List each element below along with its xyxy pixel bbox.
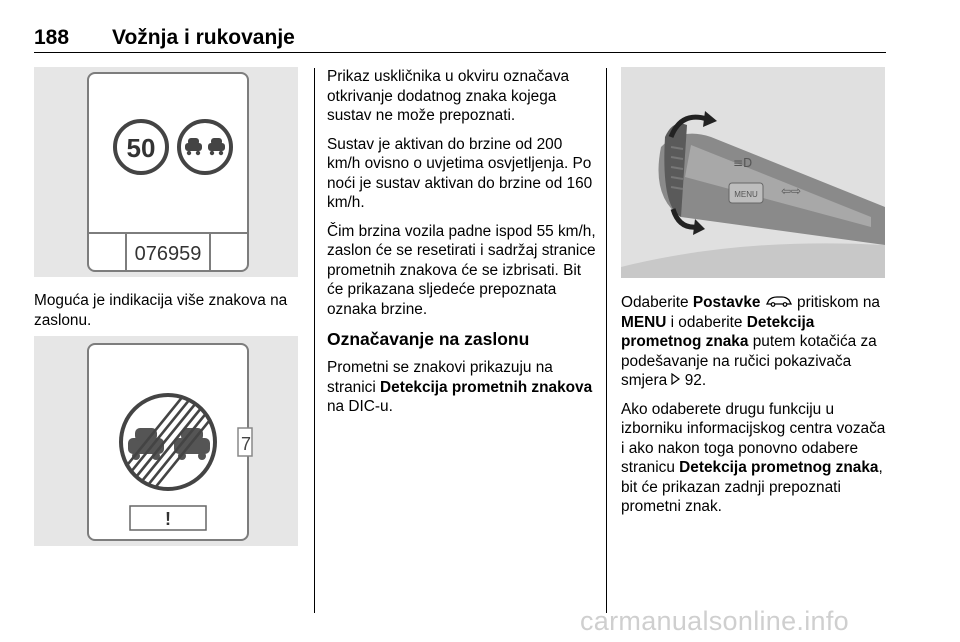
col2-paragraph-1: Prikaz uskličnika u okviru označava otkrivanje dodatnog znaka kojega sustav ne može prepoznati. (327, 68, 570, 124)
figure-traffic-signs-display (34, 67, 298, 277)
dic-display-illustration (34, 67, 298, 277)
side-sign-label: 7 (240, 434, 252, 454)
col2-paragraph-3: Čim brzina vozila padne ispod 55 km/h, zaslon će se resetirati i sadržaj stranice prometnih znakova će se izbrisati. Bit će prikazana sljedeće prepoznata oznaka brzine. (327, 222, 596, 318)
col3-p1-menu: MENU (621, 313, 667, 331)
svg-text:⇦⇨: ⇦⇨ (781, 184, 802, 198)
figure-multiple-signs (34, 336, 298, 546)
page-header (34, 24, 886, 53)
col3-p1-c: pritiskom na (792, 294, 880, 311)
end-of-no-overtaking-illustration (34, 336, 298, 546)
col2-p4-text-a: Prometni se znakovi prikazuju na stranici (327, 359, 553, 396)
col3-text (621, 293, 891, 526)
col1-paragraph: Moguća je indikacija više znakova na zaslonu. (34, 292, 288, 329)
col3-p1-page-ref: 92. (680, 372, 707, 390)
car-icon (765, 293, 793, 313)
col3-paragraph-1 (621, 293, 891, 391)
col3-p1-a: Odaberite (621, 294, 693, 311)
page-number: 188 (34, 26, 70, 49)
sign-code: 076959 (134, 243, 202, 265)
watermark: carmanualsonline.info (580, 606, 849, 636)
column-divider-2 (606, 68, 607, 613)
col1-text (34, 291, 302, 339)
col3-p1-settings: Postavke (692, 294, 761, 311)
col2-p4-text-b: na DIC-u. (327, 398, 393, 415)
turn-signal-lever-illustration (621, 67, 885, 278)
col3-p1-e: i odaberite (666, 313, 747, 331)
column-divider-1 (314, 68, 315, 613)
col3-p1-g: putem kotačića za podešavanje na ručici pokazivača smjera (621, 333, 877, 390)
section-heading: Označavanje na zaslonu (327, 329, 530, 349)
col3-paragraph-2 (621, 400, 891, 517)
col2-paragraph-4 (327, 358, 599, 417)
speed-sign-value: 50 (126, 133, 156, 163)
chapter-title: Vožnja i rukovanje (112, 26, 295, 49)
svg-text:≡D: ≡D (733, 156, 753, 170)
warning-mark: ! (165, 509, 171, 529)
figure-turn-signal-lever (621, 67, 885, 278)
col3-p2-detection: Detekcija prometnog znaka (679, 459, 879, 477)
col3-p1-detection: Detekcija prometnog znaka (621, 313, 815, 351)
col2-paragraph-2: Sustav je aktivan do brzine od 200 km/h ovisno o uvjetima osvjetljenja. Po noći je sustav aktivan do brzine od 160 km/h. (327, 135, 593, 211)
col3-p2-c: , bit će prikazan zadnji prepoznati prometni znak. (621, 459, 883, 516)
col3-p2-a: Ako odaberete drugu funkciju u izborniku informacijskog centra vozača i ako nakon toga ponovno odabere stranicu (621, 400, 886, 477)
col2-text (327, 67, 599, 426)
lever-menu-label: MENU (734, 190, 758, 199)
col2-p4-bold: Detekcija prometnih znakova (380, 378, 593, 396)
